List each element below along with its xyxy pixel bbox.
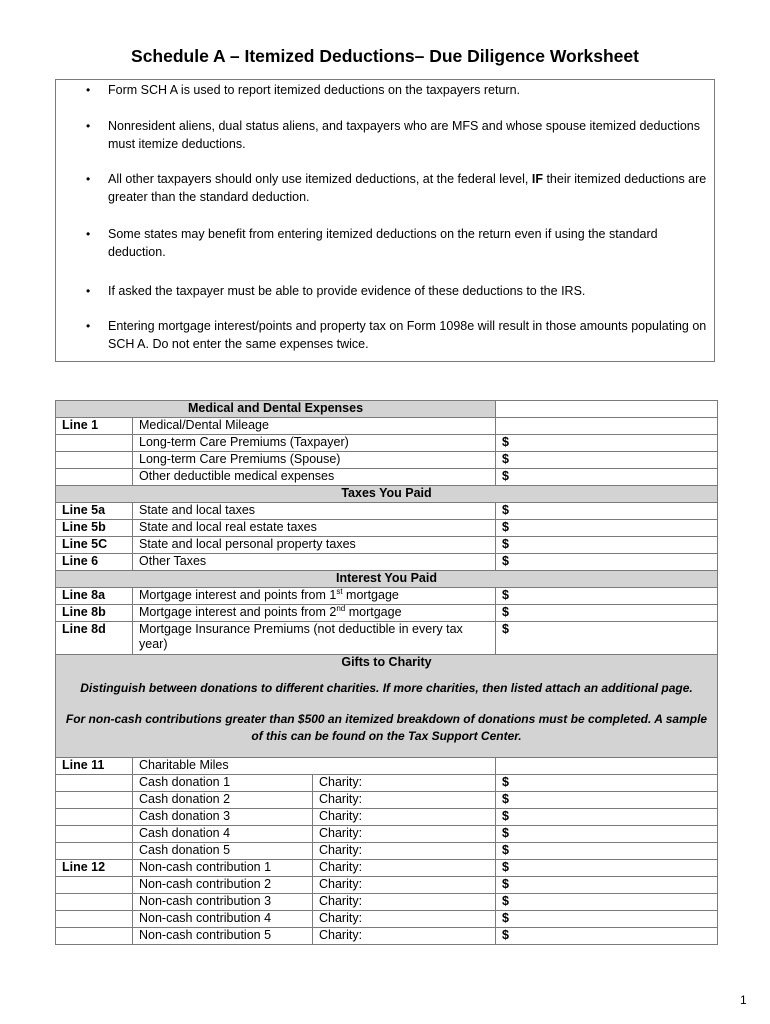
line-number: Line 12 <box>56 860 133 877</box>
amount-field[interactable] <box>496 418 718 435</box>
amount-field[interactable]: $ <box>496 469 718 486</box>
donation-label: Cash donation 3 <box>133 809 313 826</box>
donation-label: Non-cash contribution 4 <box>133 911 313 928</box>
amount-field[interactable]: $ <box>496 554 718 571</box>
charity-note-text: For non-cash contributions greater than $500 an itemized breakdown of donations must be completed. A sample of this can be found on the Tax Support Center. <box>65 712 708 743</box>
note-item <box>86 318 708 353</box>
expense-label: Mortgage Insurance Premiums (not deductible in every tax year) <box>133 622 496 655</box>
bullet-icon: • <box>86 83 91 97</box>
note-item <box>86 171 708 206</box>
table-row <box>56 775 718 792</box>
line-number: Line 5C <box>56 537 133 554</box>
charity-name-field[interactable]: Charity: <box>313 894 496 911</box>
note-item <box>86 82 708 100</box>
amount-field[interactable]: $ <box>496 520 718 537</box>
note-text: Some states may benefit from entering itemized deductions on the return even if using the standard deduction. <box>108 227 658 259</box>
line-number: Line 5a <box>56 503 133 520</box>
amount-field[interactable] <box>496 758 718 775</box>
table-row <box>56 554 718 571</box>
charity-note-text: Distinguish between donations to different charities. If more charities, then listed attach an additional page. <box>80 681 693 695</box>
table-row <box>56 537 718 554</box>
expense-label: Charitable Miles <box>133 758 496 775</box>
bullet-icon: • <box>86 172 91 186</box>
table-row <box>56 418 718 435</box>
expense-label: Mortgage interest and points from 2nd mortgage <box>133 605 496 622</box>
note-item <box>86 283 708 301</box>
table-row <box>56 792 718 809</box>
donation-label: Cash donation 4 <box>133 826 313 843</box>
table-row <box>56 894 718 911</box>
table-row <box>56 622 718 655</box>
table-row <box>56 928 718 945</box>
note-text: Nonresident aliens, dual status aliens, and taxpayers who are MFS and whose spouse itemized deductions must itemize deductions. <box>108 119 701 151</box>
note-text: Entering mortgage interest/points and property tax on Form 1098e will result in those amounts populating on SCH A. Do not enter the same expenses twice. <box>108 319 707 351</box>
table-row <box>56 605 718 622</box>
amount-field[interactable]: $ <box>496 843 718 860</box>
table-row <box>56 860 718 877</box>
donation-label: Cash donation 1 <box>133 775 313 792</box>
deductions-table <box>55 400 718 945</box>
note-emphasis: IF <box>531 172 543 186</box>
bullet-icon: • <box>86 319 91 333</box>
line-number: Line 11 <box>56 758 133 775</box>
table-row <box>56 452 718 469</box>
amount-field[interactable]: $ <box>496 928 718 945</box>
section-header-taxes <box>56 486 718 503</box>
amount-field[interactable]: $ <box>496 622 718 655</box>
table-row <box>56 877 718 894</box>
expense-label: Mortgage interest and points from 1st mortgage <box>133 588 496 605</box>
section-title: Interest You Paid <box>56 571 718 588</box>
donation-label: Cash donation 5 <box>133 843 313 860</box>
note-text: Form SCH A is used to report itemized deductions on the taxpayers return. <box>108 83 521 97</box>
charity-instructions <box>56 671 718 758</box>
amount-field[interactable]: $ <box>496 605 718 622</box>
instructions-box <box>55 79 715 362</box>
donation-label: Non-cash contribution 3 <box>133 894 313 911</box>
charity-name-field[interactable]: Charity: <box>313 911 496 928</box>
section-header-charity <box>56 655 718 672</box>
expense-label: Long-term Care Premiums (Taxpayer) <box>133 435 496 452</box>
note-item <box>86 118 708 153</box>
amount-field[interactable]: $ <box>496 503 718 520</box>
amount-field[interactable]: $ <box>496 877 718 894</box>
expense-label: Other deductible medical expenses <box>133 469 496 486</box>
charity-name-field[interactable]: Charity: <box>313 809 496 826</box>
table-row <box>56 469 718 486</box>
amount-field[interactable]: $ <box>496 588 718 605</box>
page-number: 1 <box>740 993 747 1007</box>
table-row <box>56 435 718 452</box>
table-row <box>56 911 718 928</box>
expense-label: Other Taxes <box>133 554 496 571</box>
amount-field[interactable]: $ <box>496 911 718 928</box>
line-number: Line 6 <box>56 554 133 571</box>
expense-label: Long-term Care Premiums (Spouse) <box>133 452 496 469</box>
table-row <box>56 520 718 537</box>
section-header-interest <box>56 571 718 588</box>
line-number: Line 8d <box>56 622 133 655</box>
donation-label: Non-cash contribution 1 <box>133 860 313 877</box>
table-row <box>56 758 718 775</box>
note-text: their itemized deductions are greater than the standard deduction. <box>108 172 707 204</box>
line-number: Line 5b <box>56 520 133 537</box>
amount-field[interactable]: $ <box>496 826 718 843</box>
amount-field[interactable]: $ <box>496 452 718 469</box>
expense-label: State and local taxes <box>133 503 496 520</box>
donation-label: Non-cash contribution 2 <box>133 877 313 894</box>
page-title: Schedule A – Itemized Deductions– Due Diligence Worksheet <box>131 46 639 66</box>
table-row <box>56 843 718 860</box>
table-row <box>56 809 718 826</box>
section-title: Taxes You Paid <box>56 486 718 503</box>
line-number: Line 8b <box>56 605 133 622</box>
line-number: Line 1 <box>56 418 133 435</box>
amount-field[interactable]: $ <box>496 435 718 452</box>
expense-label: State and local real estate taxes <box>133 520 496 537</box>
bullet-icon: • <box>86 227 91 241</box>
amount-field[interactable]: $ <box>496 894 718 911</box>
expense-label: Medical/Dental Mileage <box>133 418 496 435</box>
note-text: All other taxpayers should only use itemized deductions, at the federal level, <box>108 172 532 186</box>
amount-field[interactable]: $ <box>496 792 718 809</box>
section-header-medical <box>56 401 718 418</box>
charity-name-field[interactable]: Charity: <box>313 860 496 877</box>
donation-label: Cash donation 2 <box>133 792 313 809</box>
amount-field[interactable]: $ <box>496 537 718 554</box>
charity-name-field[interactable]: Charity: <box>313 877 496 894</box>
bullet-icon: • <box>86 284 91 298</box>
note-item <box>86 226 708 261</box>
section-title: Gifts to Charity <box>56 655 718 672</box>
amount-field[interactable]: $ <box>496 775 718 792</box>
charity-name-field[interactable]: Charity: <box>313 928 496 945</box>
table-row <box>56 588 718 605</box>
table-row <box>56 503 718 520</box>
section-title: Medical and Dental Expenses <box>56 401 496 418</box>
charity-name-field[interactable]: Charity: <box>313 775 496 792</box>
expense-label: State and local personal property taxes <box>133 537 496 554</box>
line-number: Line 8a <box>56 588 133 605</box>
bullet-icon: • <box>86 119 91 133</box>
note-text: If asked the taxpayer must be able to provide evidence of these deductions to the IRS. <box>108 284 586 298</box>
donation-label: Non-cash contribution 5 <box>133 928 313 945</box>
charity-name-field[interactable]: Charity: <box>313 843 496 860</box>
amount-field[interactable]: $ <box>496 809 718 826</box>
table-row <box>56 826 718 843</box>
charity-name-field[interactable]: Charity: <box>313 792 496 809</box>
amount-field[interactable]: $ <box>496 860 718 877</box>
charity-name-field[interactable]: Charity: <box>313 826 496 843</box>
